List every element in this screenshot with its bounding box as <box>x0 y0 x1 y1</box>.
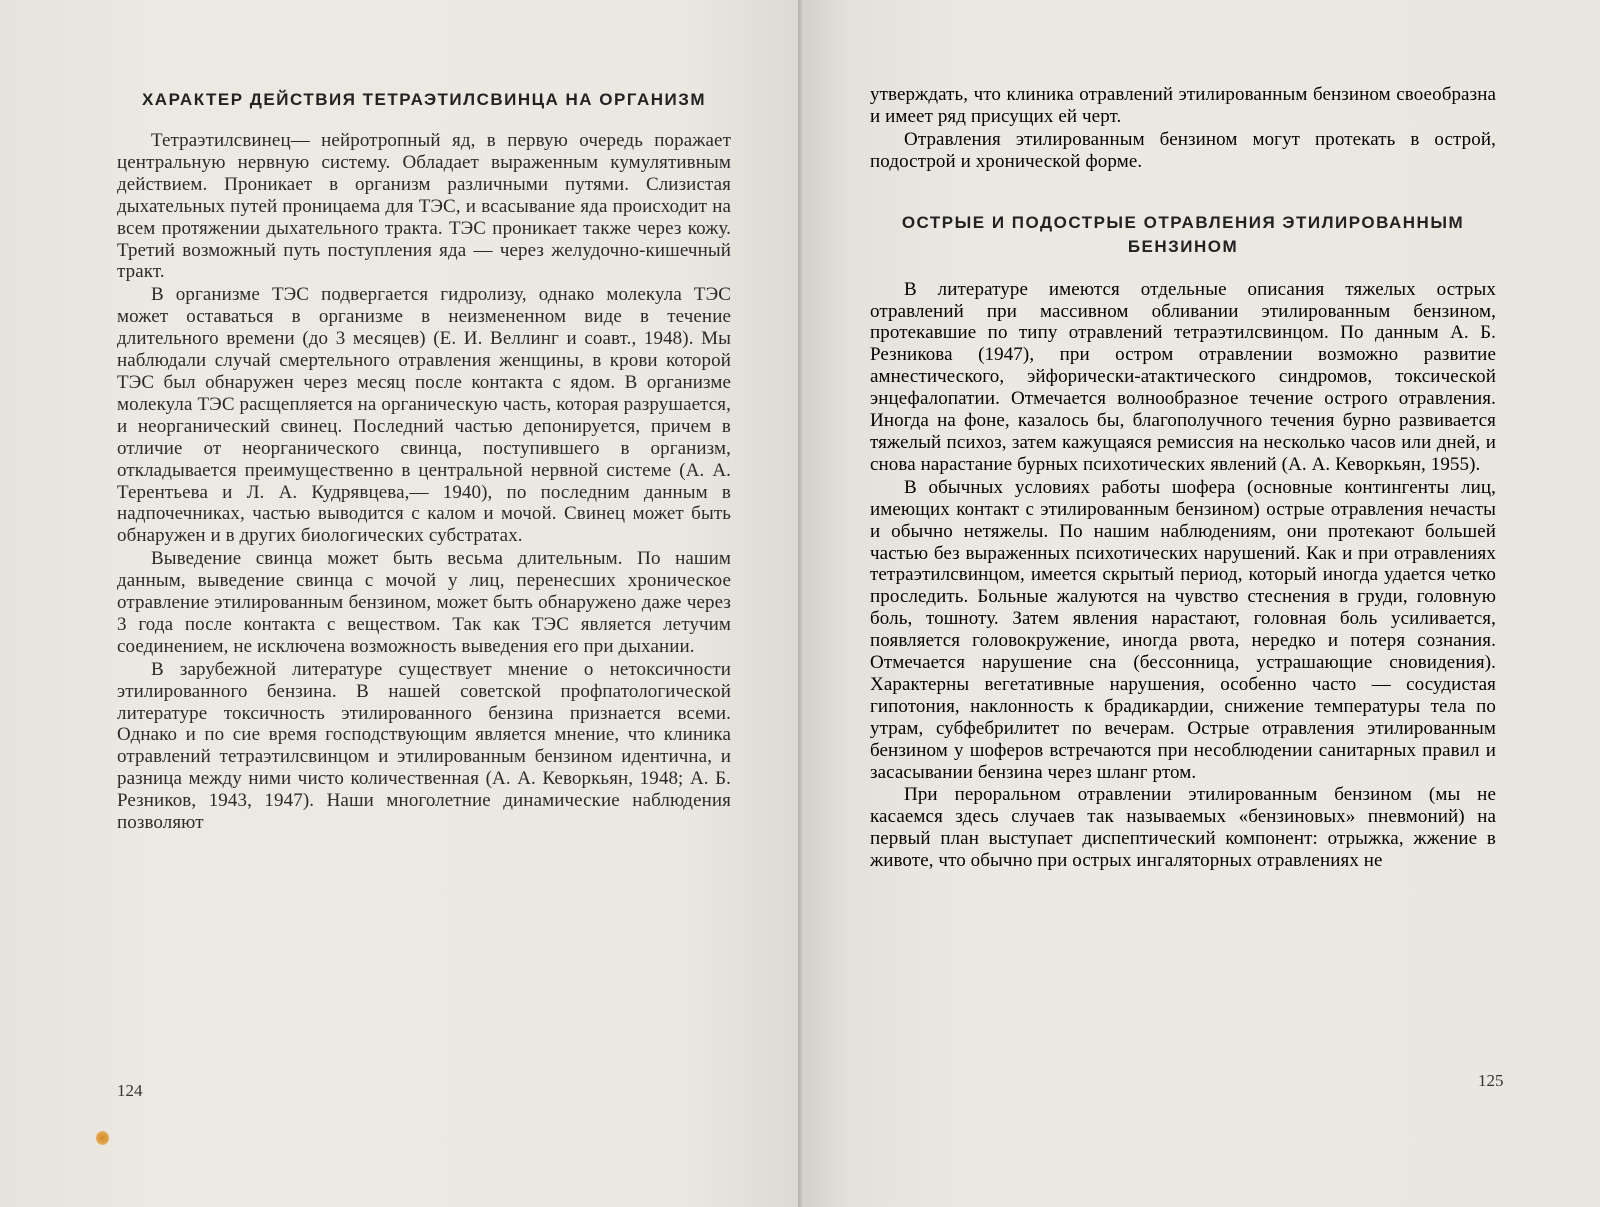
right-continuation-2: Отравления этилированным бензином могут протекать в острой, подострой и хронической форме. <box>870 128 1496 172</box>
right-paragraph-3: При пероральном отравлении этилированным бензином (мы не касаемся здесь случаев так называемых «бензиновых» пневмоний) на первый план выступает диспептический компонент: отрыжка, жжение в животе, что обычно при острых ингаляторных отравлениях не <box>870 784 1496 872</box>
right-page-content <box>870 84 1496 873</box>
left-paragraph-2: В организме ТЭС подвергается гидролизу, однако молекула ТЭС может оставаться в организме в неизмененном виде в течение длительного времени (до 3 месяцев) (Е. И. Веллинг и соавт., 1948). Мы наблюдали случай смертельного отравления женщины, в крови которой ТЭС был обнаружен через месяц после контакта с ядом. В организме молекула ТЭС расщепляется на органическую часть, которая разрушается, и неорганический свинец. Последний частью депонируется, причем в отличие от неорганического свинца, поступившего в организм, откладывается преимущественно в центральной нервной системе (А. А. Терентьева и Л. А. Кудрявцева,— 1940), по последним данным в надпочечниках, частью выводится с калом и мочой. Свинец может быть обнаружен и в других биологических субстратах. <box>117 284 731 547</box>
left-paragraph-1: Тетраэтилсвинец— нейротропный яд, в первую очередь поражает центральную нервную систему. Обладает выраженным кумулятивным действием. Проникает в организм различными путями. Слизистая дыхательных путей проницаема для ТЭС, и всасывание яда происходит на всем протяжении дыхательного тракта. ТЭС проникает также через кожу. Третий возможный путь поступления яда — через желудочно-кишечный тракт. <box>117 130 731 283</box>
left-page-heading: ХАРАКТЕР ДЕЙСТВИЯ ТЕТРАЭТИЛСВИНЦА НА ОРГАНИЗМ <box>141 90 707 109</box>
stain-mark <box>96 1131 109 1145</box>
right-continuation-1: утверждать, что клиника отравлений этилированным бензином своеобразна и имеет ряд присущих ей черт. <box>870 84 1496 127</box>
right-paragraph-2: В обычных условиях работы шофера (основные контингенты лиц, имеющих контакт с этилированным бензином) острые отравления нечасты и обычно нетяжелы. По нашим наблюдениям, они протекают большей частью без выраженных психотических нарушений. Как и при отравлениях тетраэтилсвинцом, имеется скрытый период, который иногда удается четко проследить. Больные жалуются на чувство стеснения в груди, головную боль, тошноту. Затем явления нарастают, головная боль усиливается, появляется головокружение, иногда рвота, нередко и потеря сознания. Отмечается нарушение сна (бессонница, устрашающие сновидения). Характерны вегетативные нарушения, особенно часто — сосудистая гипотония, наклонность к брадикардии, снижение температуры тела по утрам, субфебрилитет по вечерам. Острые отравления этилированным бензином у шоферов встречаются при несоблюдении санитарных правил и засасывании бензина через шланг ртом. <box>870 476 1496 783</box>
left-paragraph-3: Выведение свинца может быть весьма длительным. По нашим данным, выведение свинца с мочой у лиц, перенесших хроническое отравление этилированным бензином, может быть обнаружено даже через 3 года после контакта с веществом. Так как ТЭС является летучим соединением, не исключена возможность выведения его при дыхании. <box>117 548 731 657</box>
right-page-heading: ОСТРЫЕ И ПОДОСТРЫЕ ОТРАВЛЕНИЯ ЭТИЛИРОВАННЫМ БЕНЗИНОМ <box>901 212 1465 256</box>
right-page-number: 125 <box>1478 1071 1504 1090</box>
left-paragraph-4: В зарубежной литературе существует мнение о нетоксичности этилированного бензина. В нашей советской профпатологической литературе токсичность этилированного бензина признается всеми. Однако и по сие время господствующим является мнение, что клиника отравлений тетраэтилсвинцом и этилированным бензином идентична, и разница между ними чисто количественная (А. А. Кеворкьян, 1948; А. Б. Резников, 1943, 1947). Наши многолетние динамические наблюдения позволяют <box>117 658 731 834</box>
right-paragraph-1: В литературе имеются отдельные описания тяжелых острых отравлений при массивном обливании этилированным бензином, протекавшие по типу отравлений тетраэтилсвинцом. По данным А. Б. Резникова (1947), при остром отравлении возможно развитие амнестического, эйфорически-атактического синдромов, токсической энцефалопатии. Отмечается волнообразное течение острого отравления. Иногда на фоне, казалось бы, благополучного течения бурно развивается тяжелый психоз, затем кажущаяся ремиссия на несколько часов или дней, и снова нарастание бурных психотических явлений (А. А. Кеворкьян, 1955). <box>870 278 1496 475</box>
left-page-number: 124 <box>117 1081 143 1100</box>
left-page-content <box>117 88 731 835</box>
